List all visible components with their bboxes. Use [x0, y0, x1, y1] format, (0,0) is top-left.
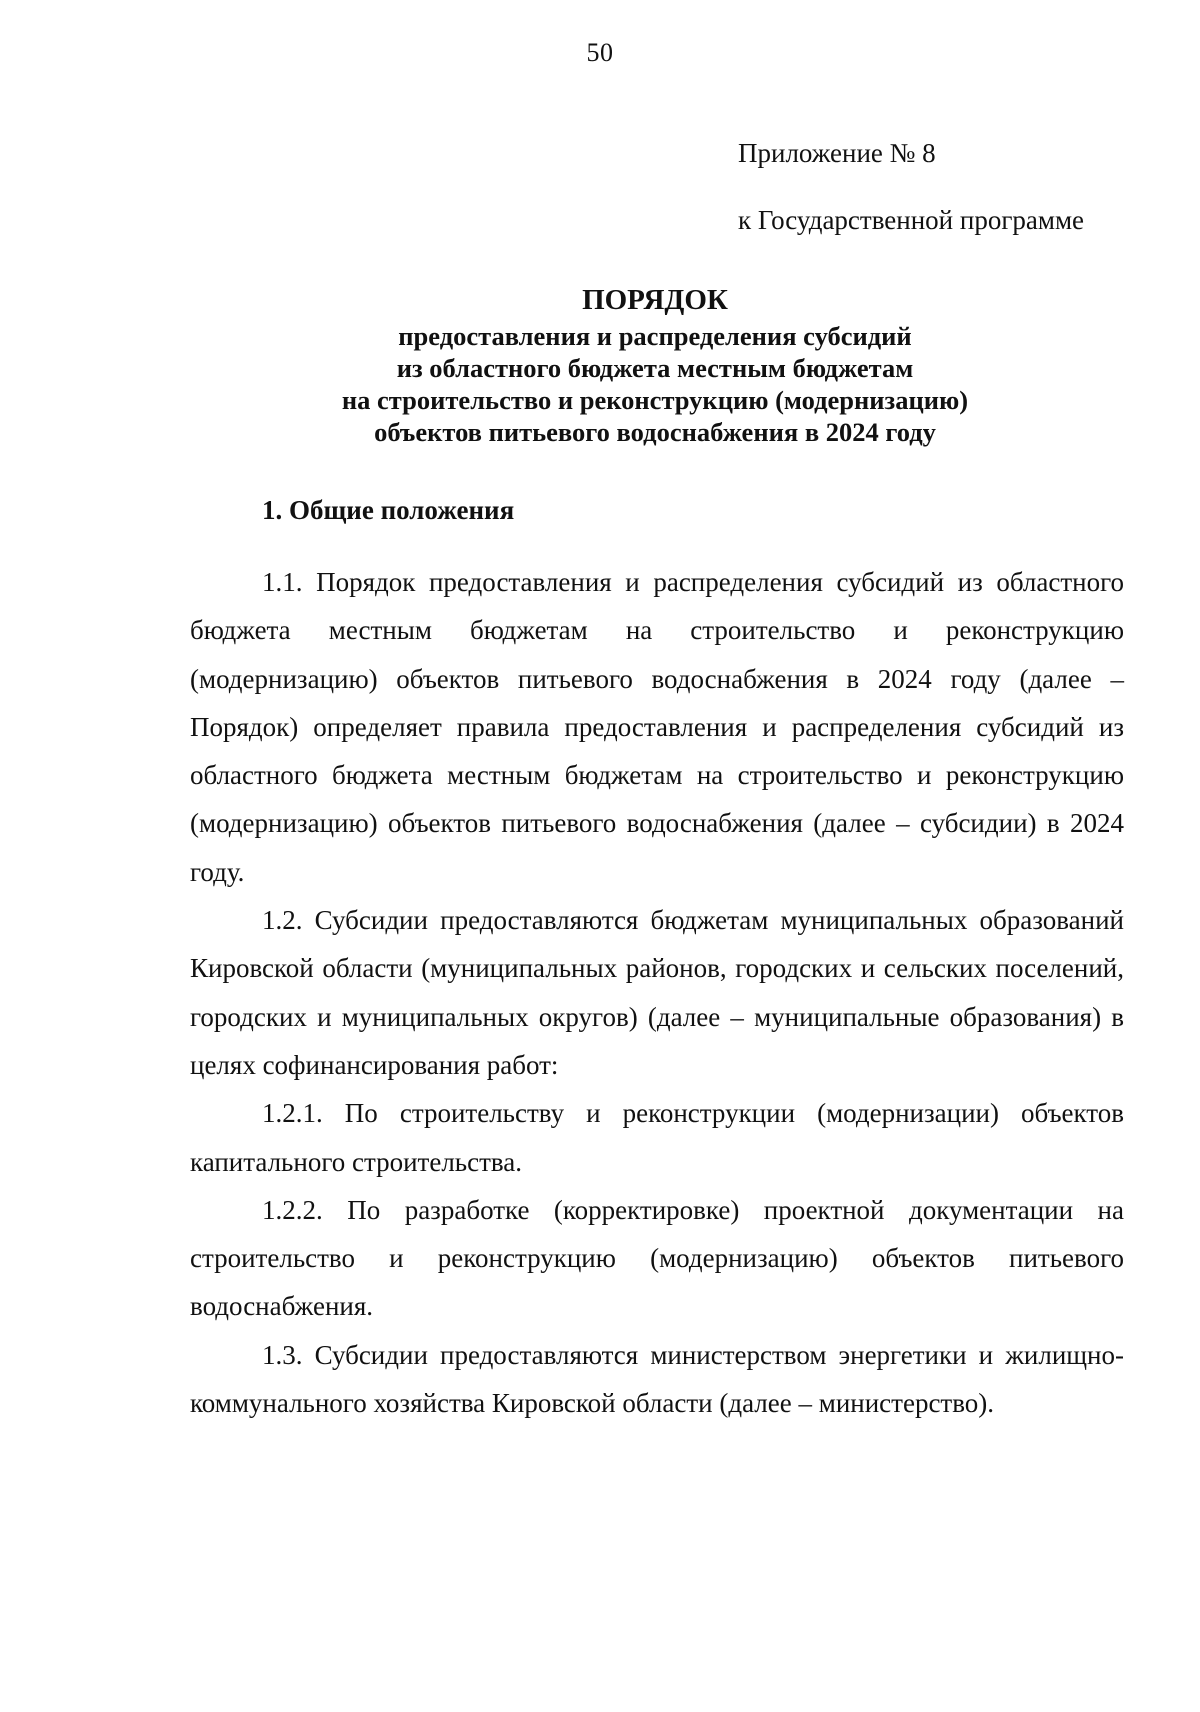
paragraph-1-2-1: 1.2.1. По строительству и реконструкции (модернизации) объектов капитального строительства.: [190, 1098, 1124, 1177]
document-subtitle-line: на строительство и реконструкцию (модернизацию): [341, 385, 969, 415]
paragraph-1-2-2: 1.2.2. По разработке (корректировке) проектной документации на строительство и реконструкцию (модернизацию) объектов питьевого водоснабжения.: [190, 1194, 1124, 1322]
document-subtitle-line: объектов питьевого водоснабжения в 2024 году: [374, 417, 936, 447]
appendix-program-ref: к Государственной программе: [738, 205, 1085, 235]
document-body: [190, 558, 1124, 1427]
document-title: ПОРЯДОК: [582, 284, 728, 316]
appendix-number: Приложение № 8: [738, 138, 936, 168]
page-number: 50: [586, 38, 614, 67]
section-heading: 1. Общие положения: [262, 495, 515, 525]
document-subtitle-line: из областного бюджета местным бюджетам: [396, 353, 914, 383]
paragraph-1-1: 1.1. Порядок предоставления и распределения субсидий из областного бюджета местным бюджетам на строительство и реконструкцию (модернизацию) объектов питьевого водоснабжения в 2024 году (далее – Порядок) определяет правила предоставления и распределения субсидий из областного бюджета местным бюджетам на строительство и реконструкцию (модернизацию) объектов питьевого водоснабжения (далее – субсидии) в 2024 году.: [190, 567, 1124, 887]
paragraph-1-3: 1.3. Субсидии предоставляются министерством энергетики и жилищно-коммунального хозяйства Кировской области (далее – министерство).: [190, 1339, 1124, 1419]
paragraph-1-2: 1.2. Субсидии предоставляются бюджетам муниципальных образований Кировской области (муниципальных районов, городских и сельских поселений, городских и муниципальных округов) (далее – муниципальные образования) в целях софинансирования работ:: [190, 905, 1124, 1080]
document-title-block: [200, 280, 1110, 448]
document-subtitle-line: предоставления и распределения субсидий: [398, 321, 912, 351]
